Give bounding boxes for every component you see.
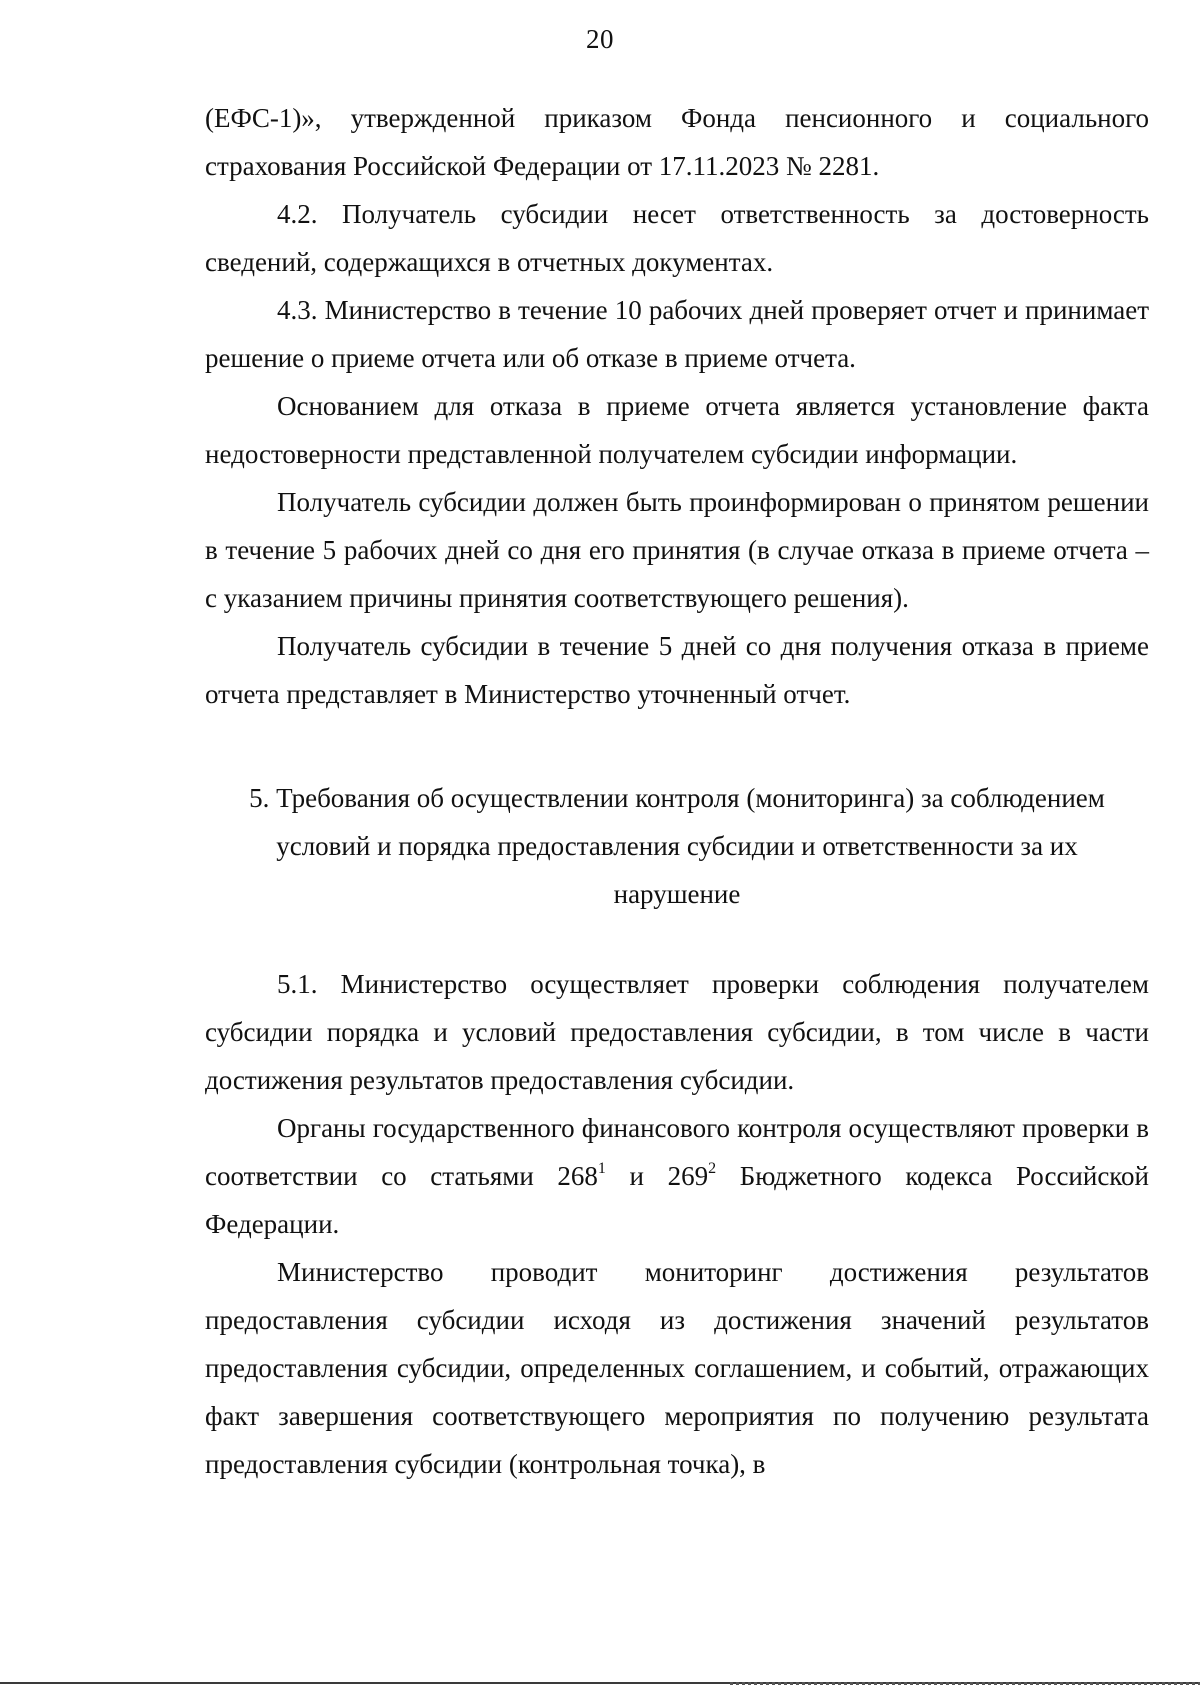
section-heading-5 [205, 774, 1149, 918]
scan-edge-noise [730, 1682, 1200, 1685]
paragraph-5-1: 5.1. Министерство осуществляет проверки соблюдения получателем субсидии порядка и условий предоставления субсидии, в том числе в части достижения результатов предоставления субсидии. [205, 969, 1149, 1095]
financial-control-text-3: Бюджетного кодекса Российской Федерации. [205, 1161, 1150, 1239]
article-superscript-2: 2 [708, 1160, 717, 1177]
paragraph-corrected-report: Получатель субсидии в течение 5 дней со дня получения отказа в приеме отчета представляет в Министерство уточненный отчет. [205, 631, 1149, 709]
financial-control-text-2: и 269 [605, 1161, 709, 1191]
article-superscript-1: 1 [597, 1160, 606, 1177]
document-body-lower [205, 960, 1149, 1488]
section-heading-line-3: нарушение [613, 879, 741, 909]
section-heading-line-2: условий и порядка предоставления субсидии и ответственности за их [276, 831, 1078, 861]
section-heading-line-1: 5. Требования об осуществлении контроля (мониторинга) за соблюдением [249, 783, 1105, 813]
paragraph-4-2: 4.2. Получатель субсидии несет ответственность за достоверность сведений, содержащихся в отчетных документах. [205, 199, 1149, 277]
financial-control-text-1: Органы государственного финансового контроля осуществляют проверки в соответствии со статьями 268 [205, 1113, 1149, 1191]
page-number: 20 [586, 24, 614, 54]
document-body-upper [205, 94, 1149, 718]
paragraph-continuation: (ЕФС-1)», утвержденной приказом Фонда пенсионного и социального страхования Российской Федерации от 17.11.2023 № 2281. [205, 103, 1149, 181]
paragraph-financial-control [205, 1104, 1149, 1248]
paragraph-refusal-grounds: Основанием для отказа в приеме отчета является установление факта недостоверности представленной получателем субсидии информации. [205, 391, 1149, 469]
paragraph-monitoring: Министерство проводит мониторинг достижения результатов предоставления субсидии исходя из достижения значений результатов предоставления субсидии, определенных соглашением, и событий, отражающих факт завершения соответствующего мероприятия по получению результата предоставления субсидии (контрольная точка), в [205, 1257, 1149, 1479]
paragraph-notification: Получатель субсидии должен быть проинформирован о принятом решении в течение 5 рабочих дней со дня его принятия (в случае отказа в приеме отчета – с указанием причины принятия соответствующего решения). [205, 487, 1149, 613]
paragraph-4-3: 4.3. Министерство в течение 10 рабочих дней проверяет отчет и принимает решение о приеме отчета или об отказе в приеме отчета. [205, 295, 1149, 373]
